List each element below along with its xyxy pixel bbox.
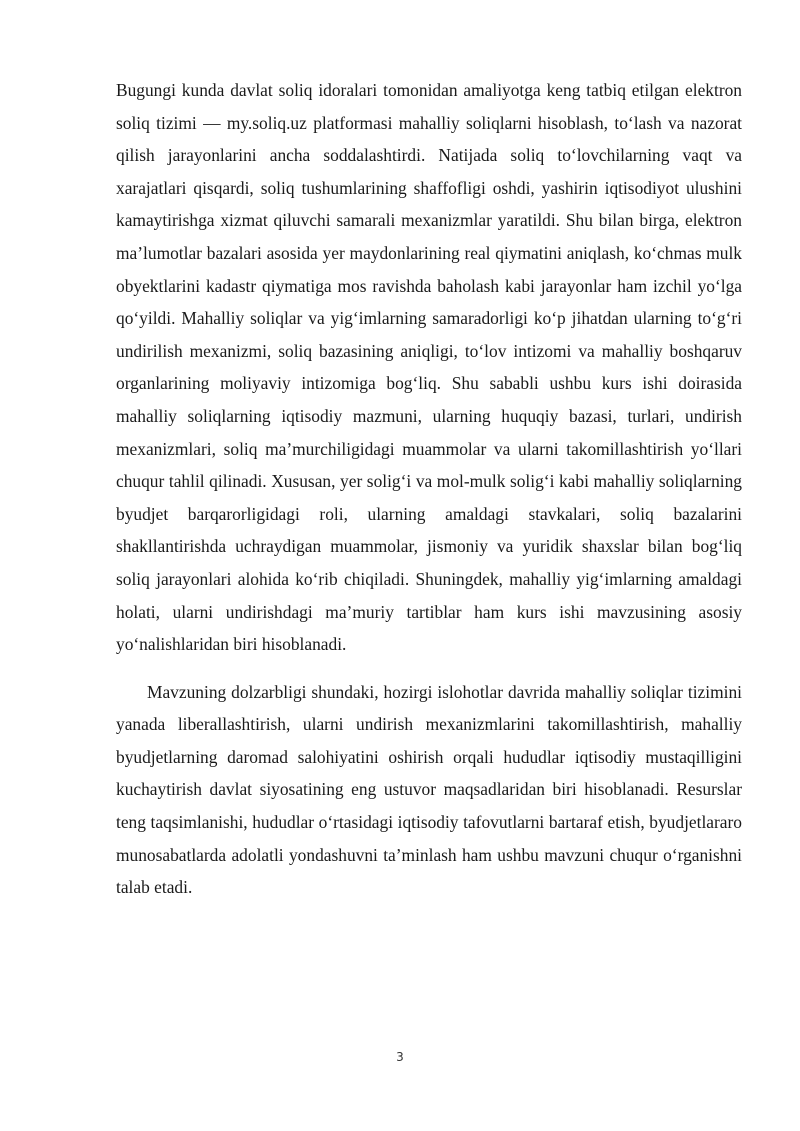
body-text — [116, 74, 742, 904]
paragraph-1: Bugungi kunda davlat soliq idoralari tomonidan amaliyotga keng tatbiq etilgan elektron soliq tizimi — my.soliq.uz platformasi mahalliy soliqlarni hisoblash, to‘lash va nazorat qilish jarayonlarini ancha soddalashtirdi. Natijada soliq to‘lovchilarning vaqt va xarajatlari qisqardi, soliq tushumlarining shaffofligi oshdi, yashirin iqtisodiyot ulushini kamaytirishga xizmat qiluvchi samarali mexanizmlar yaratildi. Shu bilan birga, elektron ma’lumotlar bazalari asosida yer maydonlarining real qiymatini aniqlash, ko‘chmas mulk obyektlarini kadastr qiymatiga mos ravishda baholash kabi jarayonlar ham izchil yo‘lga qo‘yildi. Mahalliy soliqlar va yig‘imlarning samaradorligi ko‘p jihatdan ularning to‘g‘ri undirilish mexanizmi, soliq bazasining aniqligi, to‘lov intizomi va mahalliy boshqaruv organlarining moliyaviy intizomiga bog‘liq. Shu sababli ushbu kurs ishi doirasida mahalliy soliqlarning iqtisodiy mazmuni, ularning huquqiy bazasi, turlari, undirish mexanizmlari, soliq ma’murchiligidagi muammolar va ularni takomillashtirish yo‘llari chuqur tahlil qilinadi. Xususan, yer solig‘i va mol-mulk solig‘i kabi mahalliy soliqlarning byudjet barqarorligidagi roli, ularning amaldagi stavkalari, soliq bazalarini shakllantirishda uchraydigan muammolar, jismoniy va yuridik shaxslar bilan bog‘liq soliq jarayonlari alohida ko‘rib chiqiladi. Shuningdek, mahalliy yig‘imlarning amaldagi holati, ularni undirishdagi ma’muriy tartiblar ham kurs ishi mavzusining asosiy yo‘nalishlaridan biri hisoblanadi. — [116, 80, 742, 655]
paragraph-2: Mavzuning dolzarbligi shundaki, hozirgi islohotlar davrida mahalliy soliqlar tizimini yanada liberallashtirish, ularni undirish mexanizmlarini takomillashtirish, mahalliy byudjetlarning daromad salohiyatini oshirish orqali hududlar iqtisodiy mustaqilligini kuchaytirish davlat siyosatining eng ustuvor maqsadlaridan biri hisoblanadi. Resurslar teng taqsimlanishi, hududlar o‘rtasidagi iqtisodiy tafovutlarni bartaraf etish, byudjetlararo munosabatlarda adolatli yondashuvni ta’minlash ham ushbu mavzuni chuqur o‘rganishni talab etadi. — [116, 681, 742, 898]
page-number: 3 — [396, 1050, 404, 1064]
